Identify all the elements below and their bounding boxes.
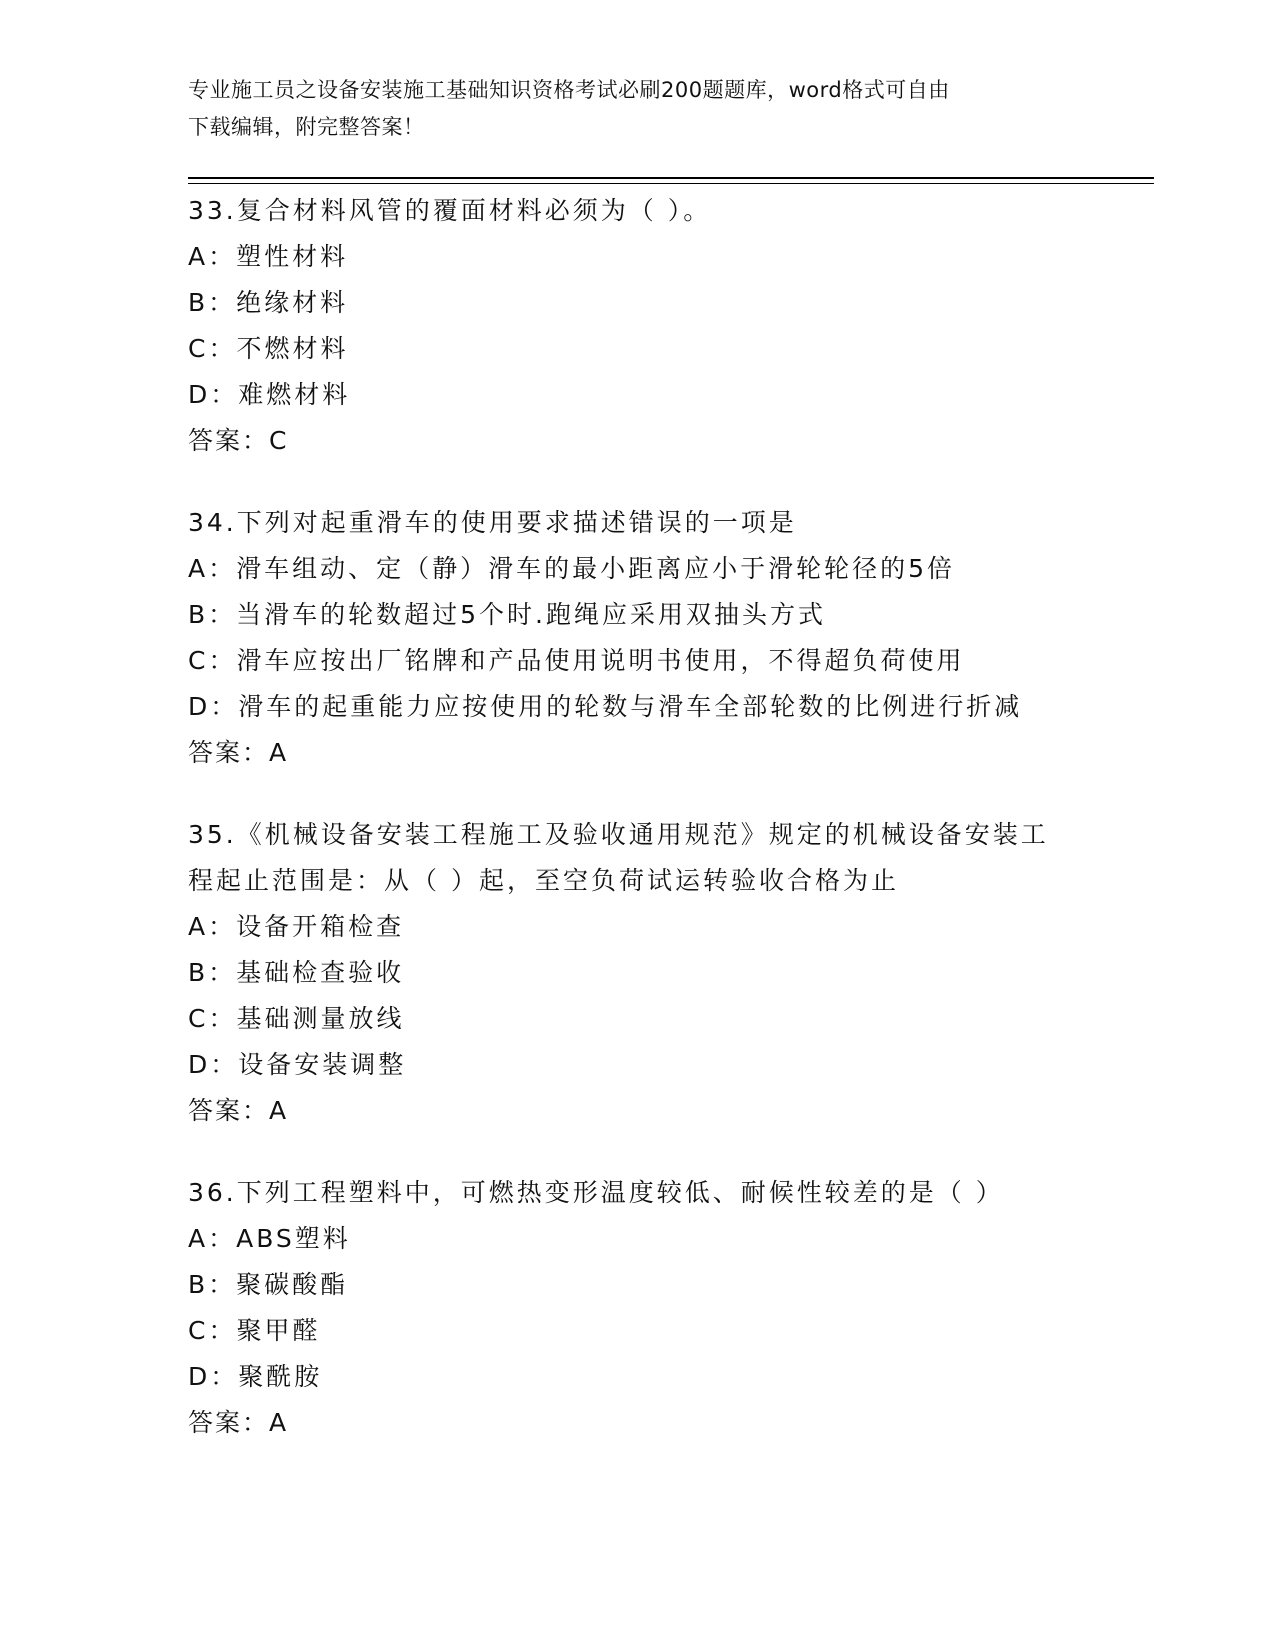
answer-line [188, 418, 1088, 464]
option-b: B：当滑车的轮数超过5个时.跑绳应采用双抽头方式 [188, 600, 827, 629]
question-text: 33.复合材料风管的覆面材料必须为（ ）。 [188, 196, 712, 225]
answer-line [188, 730, 1088, 776]
option-d: D：滑车的起重能力应按使用的轮数与滑车全部轮数的比例进行折减 [188, 692, 1023, 721]
answer-value: A [269, 1096, 290, 1125]
answer-label: 答案： [188, 1408, 270, 1437]
answer-value: A [269, 1408, 290, 1437]
option-c: C：基础测量放线 [188, 1004, 405, 1033]
header-divider-thick [188, 177, 1154, 179]
answer-label: 答案： [188, 426, 270, 455]
answer-value: A [269, 738, 290, 767]
option-a: A：塑性材料 [188, 242, 349, 271]
question-text-line-1: 35.《机械设备安装工程施工及验收通用规范》规定的机械设备安装工 [188, 820, 1049, 849]
option-c: C：滑车应按出厂铭牌和产品使用说明书使用，不得超负荷使用 [188, 646, 965, 675]
option-d: D：设备安装调整 [188, 1050, 407, 1079]
option-d: D：难燃材料 [188, 380, 351, 409]
answer-label: 答案： [188, 738, 270, 767]
answer-line [188, 1400, 1088, 1446]
option-c: C：不燃材料 [188, 334, 349, 363]
question-33 [188, 188, 1088, 464]
option-a: A：滑车组动、定（静）滑车的最小距离应小于滑轮轮径的5倍 [188, 554, 956, 583]
question-35 [188, 812, 1088, 1134]
header-line-1: 专业施工员之设备安装施工基础知识资格考试必刷200题题库，word格式可自由 [188, 78, 950, 102]
question-36 [188, 1170, 1088, 1446]
answer-value: C [269, 426, 290, 455]
header-divider-thin [188, 183, 1154, 184]
option-b: B：绝缘材料 [188, 288, 349, 317]
option-b: B：聚碳酸酯 [188, 1270, 349, 1299]
option-c: C：聚甲醛 [188, 1316, 321, 1345]
question-34 [188, 500, 1088, 776]
question-text: 34.下列对起重滑车的使用要求描述错误的一项是 [188, 508, 797, 537]
option-a: A：ABS塑料 [188, 1224, 351, 1253]
option-a: A：设备开箱检查 [188, 912, 405, 941]
question-list [188, 188, 1088, 1482]
header-line-2: 下载编辑，附完整答案！ [188, 115, 425, 139]
answer-label: 答案： [188, 1096, 270, 1125]
document-header [188, 72, 1088, 146]
answer-line [188, 1088, 1088, 1134]
question-text: 36.下列工程塑料中，可燃热变形温度较低、耐候性较差的是（ ） [188, 1178, 1004, 1207]
option-b: B：基础检查验收 [188, 958, 405, 987]
question-text-line-2: 程起止范围是：从（ ）起，至空负荷试运转验收合格为止 [188, 866, 899, 895]
option-d: D：聚酰胺 [188, 1362, 323, 1391]
